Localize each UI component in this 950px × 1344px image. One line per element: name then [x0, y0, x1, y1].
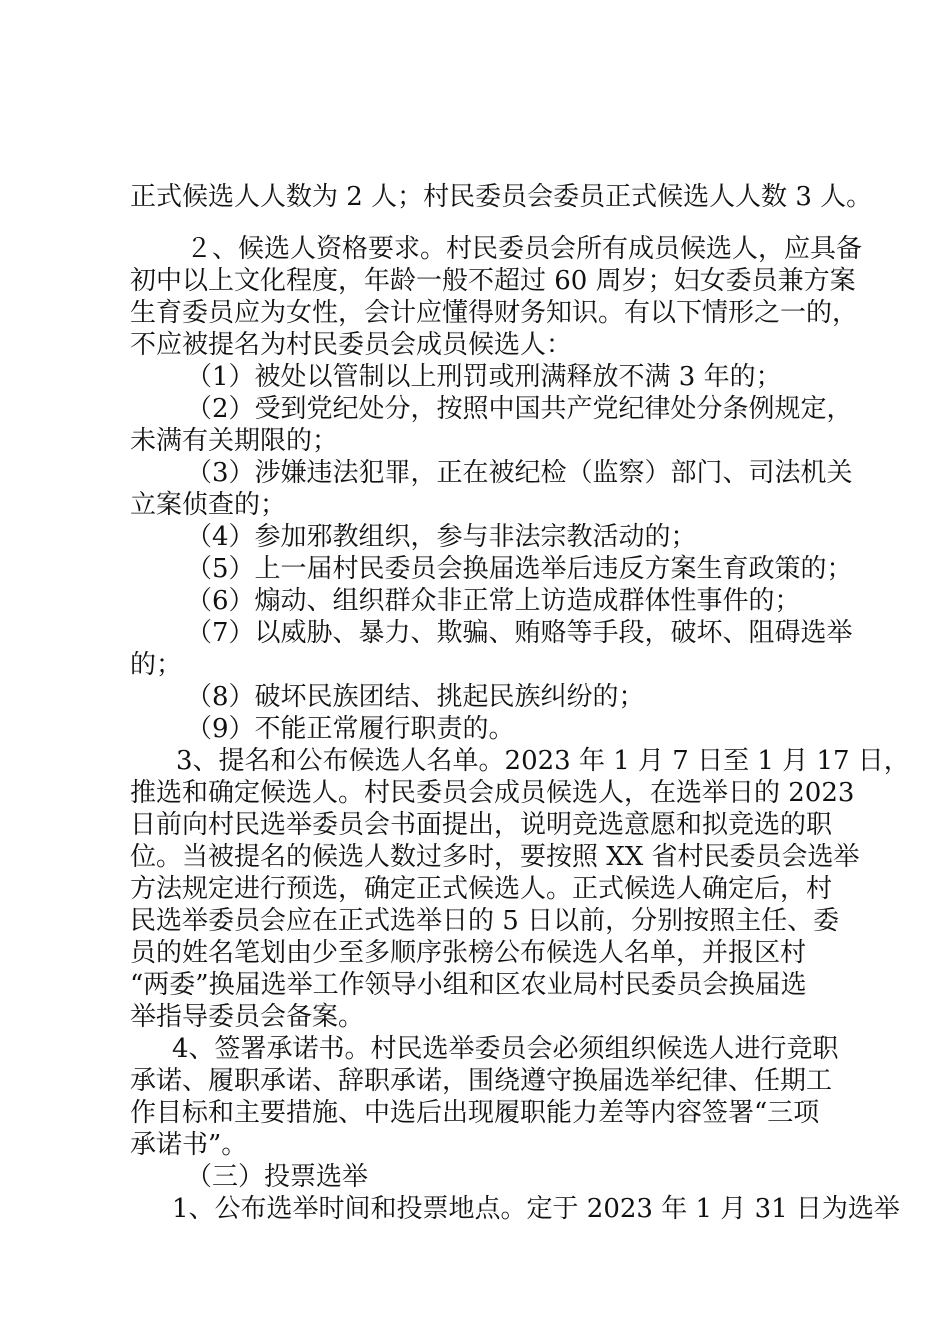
text-line: 未满有关期限的；: [130, 426, 339, 456]
text-line: 的；: [130, 650, 183, 680]
text-line: 3、提名和公布候选人名单。2023 年 1 月 7 日至 1 月 17 日，: [176, 746, 910, 776]
text-line: 生育委员应为女性，会计应懂得财务知识。有以下情形之一的，: [130, 298, 859, 328]
text-line: 方法规定进行预选，确定正式候选人。正式候选人确定后，村: [130, 874, 833, 904]
text-line: 1、公布选举时间和投票地点。定于 2023 年 1 月 31 日为选举: [172, 1194, 900, 1224]
text-line: （2）受到党纪处分，按照中国共产党纪律处分条例规定，: [186, 394, 853, 424]
section-heading: （三）投票选举: [186, 1162, 369, 1192]
text-line: ２、候选人资格要求。村民委员会所有成员候选人，应具备: [186, 234, 863, 264]
text-line: 4、签署承诺书。村民选举委员会必须组织候选人进行竞职: [172, 1034, 839, 1064]
text-line: （9）不能正常履行职责的。: [186, 714, 515, 744]
text-line: （5）上一届村民委员会换届选举后违反方案生育政策的；: [186, 554, 853, 584]
text-line: 民选举委员会应在正式选举日的 5 日以前，分别按照主任、委: [130, 906, 840, 936]
text-line: 承诺、履职承诺、辞职承诺，围绕遵守换届选举纪律、任期工: [130, 1066, 833, 1096]
text-line: （1）被处以管制以上刑罚或刑满释放不满 3 年的；: [186, 362, 782, 392]
text-line: （7）以威胁、暴力、欺骗、贿赂等手段，破坏、阻碍选举: [186, 618, 853, 648]
text-line: 日前向村民选举委员会书面提出，说明竞选意愿和拟竞选的职: [130, 810, 833, 840]
text-line: 作目标和主要措施、中选后出现履职能力差等内容签署“三项: [130, 1098, 820, 1128]
text-line: 举指导委员会备案。: [130, 1002, 365, 1032]
text-line: （4）参加邪教组织，参与非法宗教活动的；: [186, 522, 697, 552]
text-line: 立案侦查的；: [130, 490, 287, 520]
text-line: （3）涉嫌违法犯罪，正在被纪检（监察）部门、司法机关: [186, 458, 853, 488]
text-line: 承诺书”。: [130, 1130, 248, 1160]
text-line: 正式候选人人数为 2 人；村民委员会委员正式候选人人数 3 人。: [130, 182, 873, 212]
text-line: 位。当被提名的候选人数过多时，要按照 XX 省村民委员会选举: [130, 842, 860, 872]
text-line: （6）煽动、组织群众非正常上访造成群体性事件的；: [186, 586, 801, 616]
text-line: 初中以上文化程度，年龄一般不超过 60 周岁；妇女委员兼方案: [130, 266, 856, 296]
text-line: （8）破坏民族团结、挑起民族纠纷的；: [186, 682, 645, 712]
text-line: 不应被提名为村民委员会成员候选人：: [130, 330, 573, 360]
text-line: 员的姓名笔划由少至多顺序张榜公布候选人名单，并报区村: [130, 938, 807, 968]
text-line: 推选和确定候选人。村民委员会成员候选人，在选举日的 2023: [130, 778, 855, 808]
text-line: “两委”换届选举工作领导小组和区农业局村民委员会换届选: [130, 970, 807, 1000]
